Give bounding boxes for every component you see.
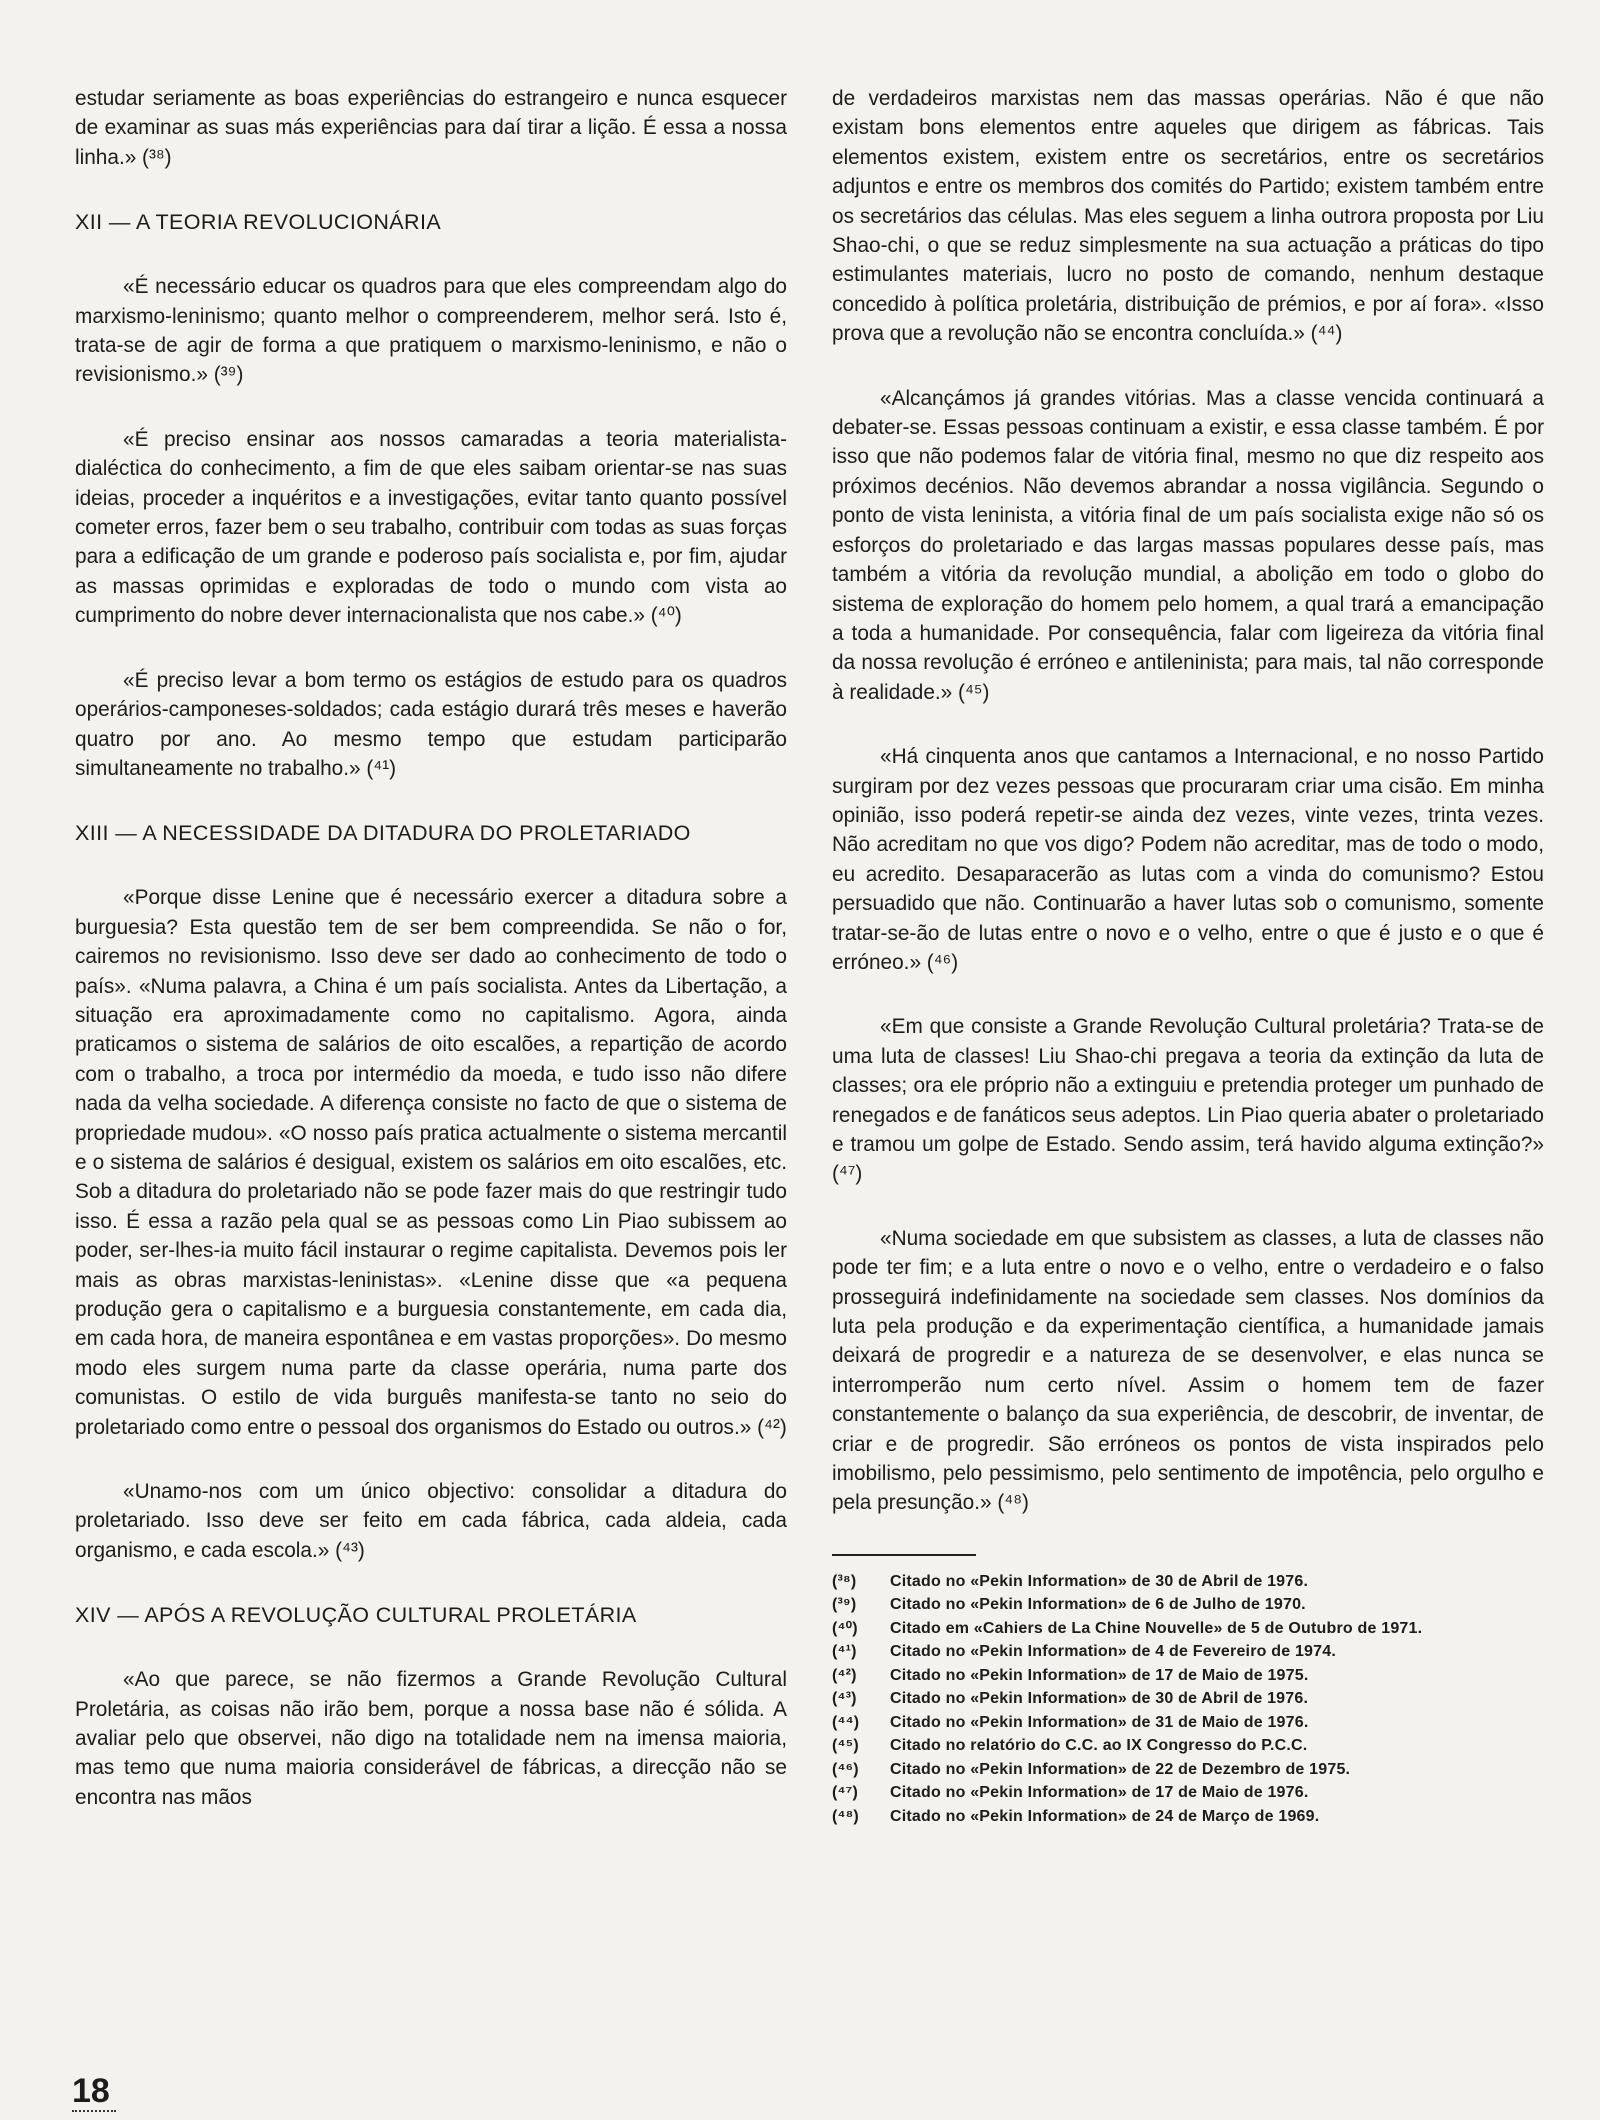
footnote-mark: (⁴⁵) (832, 1737, 859, 1755)
footnote (832, 1593, 1544, 1617)
page-number-rule (72, 2110, 116, 2112)
footnote-mark: (⁴²) (832, 1666, 857, 1684)
section-heading: XIII — A NECESSIDADE DA DITADURA DO PROLETARIADO (75, 821, 691, 846)
paragraph-gap (832, 1189, 1544, 1224)
footnote (832, 1687, 1544, 1711)
paragraph-gap (75, 172, 787, 207)
footnote-rule (832, 1554, 976, 1556)
footnotes (832, 1570, 1544, 1829)
page-number: 18 (72, 2072, 110, 2110)
paragraph-gap (832, 707, 1544, 742)
paragraph: «É preciso levar a bom termo os estágios de estudo para os quadros operários-camponeses-soldados; cada estágio durará três meses e haverão quatro por ano. Ao mesmo tempo que estudam participarão simultaneamente no trabalho.» (⁴¹) (75, 668, 787, 780)
paragraph: «Alcançámos já grandes vitórias. Mas a classe vencida continuará a debater-se. Essas pessoas continuam a existir, e essa classe também. É por isso que não podemos falar de vitória final, mesmo no que diz respeito aos próximos decénios. Não devemos abrandar a nossa vigilância. Segundo o ponto de vista leninista, a vitória final de um país socialista exige não só os esforços do proletariado e das largas massas populares desse país, mas também a vitória da revolução mundial, a abolição em todo o globo do sistema de exploração do homem pelo homem, a qual trará a emancipação a toda a humanidade. Por consequência, falar com ligeireza da vitória final da nossa revolução é erróneo e antileninista; para mais, tal não corresponde à realidade.» (⁴⁵) (832, 386, 1544, 704)
paragraph-gap (832, 977, 1544, 1012)
footnote (832, 1805, 1544, 1829)
paragraph: «Em que consiste a Grande Revolução Cultural proletária? Trata-se de uma luta de classes! Liu Shao-chi pregava a teoria da extinção da luta de classes; ora ele próprio não a extinguiu e pretendia proteger um punhado de renegados e de fanáticos seus adeptos. Lin Piao queria abater o proletariado e tramou um golpe de Estado. Sendo assim, terá havido alguma extinção?» (⁴⁷) (832, 1015, 1544, 1186)
footnote-text: Citado no «Pekin Information» de 17 de Maio de 1976. (890, 1784, 1309, 1802)
footnote-mark: (³⁸) (832, 1572, 857, 1590)
left-column (75, 84, 787, 1812)
footnote-text: Citado em «Cahiers de La Chine Nouvelle» de 5 de Outubro de 1971. (890, 1619, 1423, 1637)
footnote-mark: (⁴¹) (832, 1643, 857, 1661)
footnote-text: Citado no «Pekin Information» de 22 de Dezembro de 1975. (890, 1760, 1351, 1778)
footnote-mark: (⁴⁰) (832, 1619, 858, 1637)
footnote-text: Citado no «Pekin Information» de 6 de Julho de 1970. (890, 1596, 1306, 1614)
paragraph: «Unamo-nos com um único objectivo: consolidar a ditadura do proletariado. Isso deve ser feito em cada fábrica, cada aldeia, cada organismo, e cada escola.» (⁴³) (75, 1480, 787, 1562)
paragraph-gap (75, 848, 787, 883)
paragraph-gap (75, 1442, 787, 1477)
paragraph-gap (75, 237, 787, 272)
paragraph-gap (75, 1565, 787, 1600)
footnote (832, 1664, 1544, 1688)
footnote (832, 1570, 1544, 1594)
footnote-mark: (⁴⁷) (832, 1784, 858, 1802)
footnote-mark: (⁴³) (832, 1690, 857, 1708)
footnote-mark: (⁴⁶) (832, 1760, 859, 1778)
paragraph-gap (75, 783, 787, 818)
footnote-text: Citado no «Pekin Information» de 17 de Maio de 1975. (890, 1666, 1309, 1684)
footnote-text: Citado no relatório do C.C. ao IX Congresso do P.C.C. (890, 1737, 1308, 1755)
paragraph: «Porque disse Lenine que é necessário exercer a ditadura sobre a burguesia? Esta questão tem de ser bem compreendida. Se não o for, cairemos no revisionismo. Isso deve ser dado ao conhecimento de todo o país». «Numa palavra, a China é um país socialista. Antes da Libertação, a situação era aproximadamente como no capitalismo. Agora, ainda praticamos o sistema de salários de oito escalões, a repartição de acordo com o trabalho, a troca por intermédio da moeda, e tudo isso não difere nada da velha sociedade. A diferença consiste no facto de que o sistema de propriedade mudou». «O nosso país pratica actualmente o sistema mercantil e o sistema de salários é desigual, existem os salários em oito escalões, etc. Sob a ditadura do proletariado não se pode fazer mais do que restringir tudo isso. É essa a razão pela qual se as pessoas como Lin Piao subissem ao poder, ser-lhes-ia muito fácil instaurar o regime capitalista. Devemos pois ler mais as obras marxistas-leninistas». «Lenine disse que «a pequena produção gera o capitalismo e a burguesia constantemente, em cada dia, em cada hora, de maneira espontânea e em vastas proporções». Do mesmo modo eles surgem numa parte da classe operária, numa parte dos comunistas. O estilo de vida burguês manifesta-se tanto no seio do proletariado como entre o pessoal dos organismos do Estado ou outros.» (⁴²) (75, 886, 787, 1439)
paragraph: «É necessário educar os quadros para que eles compreendam algo do marxismo-leninismo; quanto melhor o compreenderem, melhor será. Isto é, trata-se de agir de forma a que pratiquem o marxismo-leninismo, e não o revisionismo.» (³⁹) (75, 275, 787, 387)
footnote-text: Citado no «Pekin Information» de 30 de Abril de 1976. (890, 1690, 1309, 1708)
section-heading: XIV — APÓS A REVOLUÇÃO CULTURAL PROLETÁRIA (75, 1603, 637, 1628)
footnote (832, 1640, 1544, 1664)
section-heading: XII — A TEORIA REVOLUCIONÁRIA (75, 210, 442, 235)
footnote-text: Citado no «Pekin Information» de 31 de Maio de 1976. (890, 1713, 1309, 1731)
paragraph: de verdadeiros marxistas nem das massas operárias. Não é que não existam bons elementos entre aqueles que dirigem as fábricas. Tais elementos existem, existem entre os secretários, entre os secretários adjuntos e entre os membros dos comités do Partido; existem também entre os secretários das células. Mas eles seguem a linha outrora proposta por Liu Shao-chi, o que se reduz simplesmente na sua actuação a práticas do tipo estimulantes materiais, lucro no posto de comando, nenhum destaque concedido à política proletária, distribuição de prémios, e por aí fora». «Isso prova que a revolução não se encontra concluída.» (⁴⁴) (832, 87, 1544, 346)
paragraph: «É preciso ensinar aos nossos camaradas a teoria materialista-dialéctica do conhecimento, a fim de que eles saibam orientar-se nas suas ideias, proceder a inquéritos e a investigações, evitar tanto quanto possível cometer erros, fazer bem o seu trabalho, contribuir com todas as suas forças para a edificação de um grande e poderoso país socialista e, por fim, ajudar as massas oprimidas e exploradas de todo o mundo com vista ao cumprimento do nobre dever internacionalista que nos cabe.» (⁴⁰) (75, 427, 787, 628)
paragraph: estudar seriamente as boas experiências do estrangeiro e nunca esquecer de examinar as suas más experiências para daí tirar a lição. É essa a nossa linha.» (³⁸) (75, 87, 787, 169)
footnote-text: Citado no «Pekin Information» de 30 de Abril de 1976. (890, 1572, 1309, 1590)
paragraph-gap (75, 390, 787, 425)
footnote (832, 1617, 1544, 1641)
paragraph-gap (75, 1630, 787, 1665)
footnote-mark: (⁴⁸) (832, 1807, 859, 1825)
right-column-body (832, 84, 1544, 1518)
footnote-mark: (³⁹) (832, 1596, 857, 1614)
footnote-text: Citado no «Pekin Information» de 4 de Fevereiro de 1974. (890, 1643, 1336, 1661)
right-column (832, 84, 1544, 1828)
footnote (832, 1711, 1544, 1735)
footnote-text: Citado no «Pekin Information» de 24 de Março de 1969. (890, 1807, 1320, 1825)
footnote (832, 1758, 1544, 1782)
footnote (832, 1781, 1544, 1805)
paragraph: «Numa sociedade em que subsistem as classes, a luta de classes não pode ter fim; e a luta entre o novo e o velho, entre o verdadeiro e o falso prosseguirá indefinidamente na sociedade sem classes. Nos domínios da luta pela produção e da experimentação científica, a humanidade jamais deixará de progredir e a natureza de se desenvolver, e elas nunca se interromperão num certo nível. Assim o homem tem de fazer constantemente o balanço da sua experiência, de descobrir, de inventar, de criar e de progredir. São erróneos os pontos de vista inspirados pelo imobilismo, pelo pessimismo, pelo sentimento de impotência, pelo orgulho e pela presunção.» (⁴⁸) (832, 1226, 1544, 1515)
footnote-mark: (⁴⁴) (832, 1713, 860, 1731)
paragraph-gap (75, 631, 787, 666)
paragraph-gap (832, 349, 1544, 384)
paragraph: «Há cinquenta anos que cantamos a Internacional, e no nosso Partido surgiram por dez vezes pessoas que procuraram criar uma cisão. Em minha opinião, isso poderá repetir-se ainda dez vezes, vinte vezes, trinta vezes. Não acreditam no que vos digo? Podem não acreditar, mas de todo o modo, eu acredito. Desaparacerão as lutas com a vinda do comunismo? Estou persuadido que não. Continuarão a haver lutas sob o comunismo, somente tratar-se-ão de lutas entre o novo e o velho, entre o que é justo e o que é erróneo.» (⁴⁶) (832, 745, 1544, 974)
paragraph: «Ao que parece, se não fizermos a Grande Revolução Cultural Proletária, as coisas não irão bem, porque a nossa base não é sólida. A avaliar pelo que observei, não digo na totalidade nem na imensa maioria, mas temo que numa maioria considerável de fábricas, a direcção não se encontra nas mãos (75, 1668, 787, 1809)
footnote (832, 1734, 1544, 1758)
